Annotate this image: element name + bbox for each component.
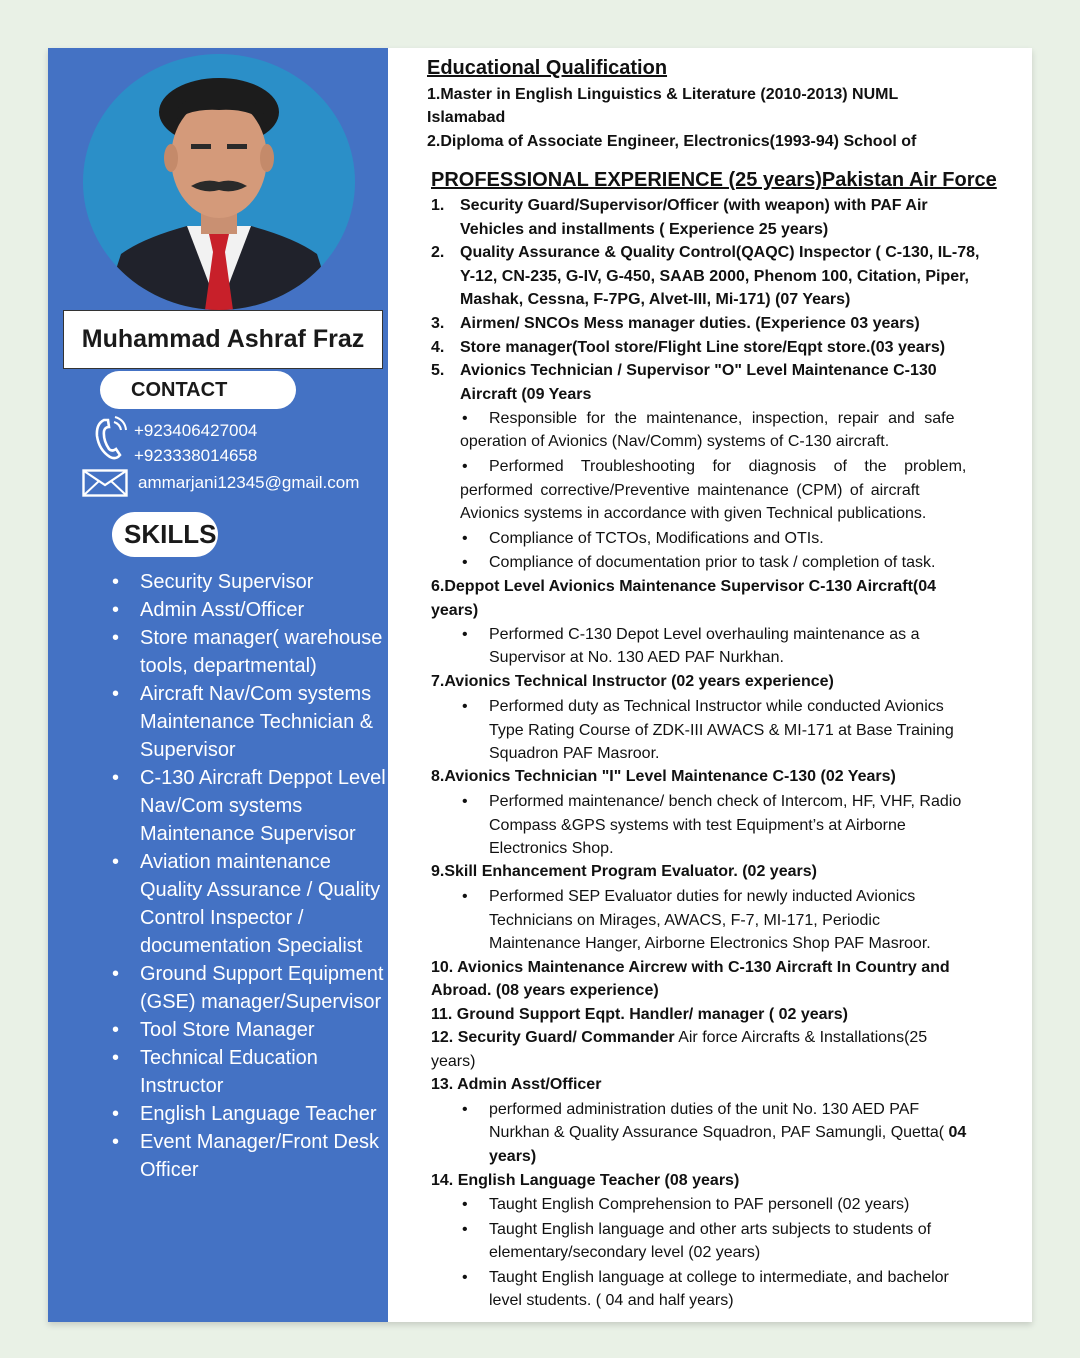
skill-item-cont: Officer [140,1159,199,1181]
experience-bullet: Performed duty as Technical Instructor while conducted Avionics [489,698,944,715]
skill-item-cont: (GSE) manager/Supervisor [140,991,382,1013]
skill-item: • Store manager( warehouse [112,624,402,652]
experience-item: 13. Admin Asst/Officer [431,1076,602,1093]
experience-item-12 [431,1027,927,1049]
experience-bullet: performed administration duties of the unit No. 130 AED PAF [489,1101,920,1118]
experience-bullet: Performed maintenance/ bench check of Intercom, HF, VHF, Radio [489,793,962,810]
bullet: • [462,888,468,905]
skill-item-cont: Maintenance Supervisor [140,823,356,845]
experience-item: Abroad. (08 years experience) [431,982,659,999]
skill-item: • Ground Support Equipment [112,960,402,988]
education-line: Islamabad [427,109,506,126]
contact-heading: CONTACT [100,371,296,409]
experience-bullet: Performed C-130 Depot Level overhauling maintenance as a [489,626,920,643]
experience-item: 14. English Language Teacher (08 years) [431,1172,740,1189]
experience-item: Security Guard/Supervisor/Officer (with weapon) with PAF Air [460,197,928,214]
experience-bullet-13b [489,1122,966,1144]
skill-item: • C-130 Aircraft Deppot Level [112,764,402,792]
experience-bullet: Avionics systems in accordance with given Technical publications. [460,505,927,522]
bullet: • [462,1196,468,1213]
experience-item-detail: Air force Aircrafts & Installations(25 [674,1029,928,1046]
phone-number-1[interactable]: +923406427004 [134,421,258,440]
experience-bullet: Electronics Shop. [489,840,614,857]
skill-item: • Security Supervisor [112,568,402,596]
experience-bullet: Type Rating Course of ZDK-III AWACS & MI-171 at Base Training [489,722,954,739]
item-number: 4. [431,339,445,356]
skill-item-cont: tools, departmental) [140,655,317,677]
skill-item: • English Language Teacher [112,1100,402,1128]
experience-item: years) [431,602,479,619]
full-name: Muhammad Ashraf Fraz [63,310,383,369]
experience-bullet: Technicians on Mirages, AWACS, F-7, MI-171, Periodic [489,912,880,929]
experience-item: 11. Ground Support Eqpt. Handler/ manager ( 02 years) [431,1006,848,1023]
experience-bullet: operation of Avionics (Nav/Comm) systems of C-130 aircraft. [460,433,890,450]
experience-bullet: Taught English Comprehension to PAF personell (02 years) [489,1196,910,1213]
bullet: • [462,626,468,643]
education-heading: Educational Qualification [427,57,668,79]
experience-bullet: Performed SEP Evaluator duties for newly inducted Avionics [489,888,916,905]
experience-bullet-text: Nurkhan & Quality Assurance Squadron, PAF Samungli, Quetta( [489,1124,945,1141]
skill-item: • Admin Asst/Officer [112,596,402,624]
skill-item: • Aviation maintenance [112,848,402,876]
experience-bullet: Supervisor at No. 130 AED PAF Nurkhan. [489,649,784,666]
experience-bullet: Taught English language at college to intermediate, and bachelor [489,1269,949,1286]
experience-bullet: Compass &GPS systems with test Equipment’s at Airborne [489,817,906,834]
experience-bullet-bold: 04 [944,1124,967,1141]
item-number: 3. [431,315,445,332]
experience-item: 7.Avionics Technical Instructor (02 years experience) [431,673,834,690]
experience-bullet: elementary/secondary level (02 years) [489,1244,761,1261]
experience-bullet: Taught English language and other arts subjects to students of [489,1221,932,1238]
bullet: • [462,1269,468,1286]
phone-number-2[interactable]: +923338014658 [134,446,258,465]
experience-bullet: years) [489,1148,537,1165]
experience-bullet: Responsible for the maintenance, inspection, repair and safe [489,410,955,427]
skill-item-cont: Nav/Com systems [140,795,303,817]
bullet: • [462,458,468,475]
bullet: • [462,530,468,547]
experience-item: years) [431,1053,476,1070]
experience-bullet: level students. ( 04 and half years) [489,1292,734,1309]
experience-bullet: Maintenance Hanger, Airborne Electronics Shop PAF Masroor. [489,935,931,952]
experience-item: 6.Deppot Level Avionics Maintenance Supervisor C-130 Aircraft(04 [431,578,937,595]
experience-item: Airmen/ SNCOs Mess manager duties. (Experience 03 years) [460,315,920,332]
experience-item: Quality Assurance & Quality Control(QAQC) Inspector ( C-130, IL-78, [460,244,980,261]
experience-bullet: Compliance of TCTOs, Modifications and OTIs. [489,530,824,547]
skill-item-cont: Supervisor [140,739,236,761]
bullet: • [462,698,468,715]
skill-item-cont: documentation Specialist [140,935,363,957]
skill-item: • Event Manager/Front Desk [112,1128,402,1156]
education-line: 1.Master in English Linguistics & Literature (2010-2013) NUML [427,86,899,103]
experience-heading: PROFESSIONAL EXPERIENCE (25 years)Pakistan Air Force [431,169,997,191]
skill-item-cont: Instructor [140,1075,224,1097]
item-number: 2. [431,244,445,261]
skills-heading: SKILLS [112,512,218,557]
skill-item-cont: Maintenance Technician & [140,711,374,733]
experience-bullet: performed corrective/Preventive maintenance (CPM) of aircraft [460,482,920,499]
bullet: • [462,793,468,810]
experience-item: Store manager(Tool store/Flight Line store/Eqpt store.(03 years) [460,339,946,356]
experience-item: 10. Avionics Maintenance Aircrew with C-130 Aircraft In Country and [431,959,950,976]
experience-item: Avionics Technician / Supervisor "O" Level Maintenance C-130 [460,362,937,379]
skill-item: • Aircraft Nav/Com systems [112,680,402,708]
item-number: 1. [431,197,445,214]
bullet: • [462,1221,468,1238]
experience-bullet: Compliance of documentation prior to task / completion of task. [489,554,936,571]
bullet: • [462,554,468,571]
skill-item-cont: Control Inspector / [140,907,304,929]
experience-bullet: Squadron PAF Masroor. [489,745,660,762]
email-address[interactable]: ammarjani12345@gmail.com [138,473,360,492]
experience-item: Vehicles and installments ( Experience 25 years) [460,221,829,238]
skill-item-cont: Quality Assurance / Quality [140,879,381,901]
experience-item: Aircraft (09 Years [460,386,592,403]
experience-item-title: 12. Security Guard/ Commander [431,1029,675,1046]
experience-item: 8.Avionics Technician "I" Level Maintenance C-130 (02 Years) [431,768,896,785]
experience-item: Mashak, Cessna, F-7PG, Alvet-III, Mi-171) (07 Years) [460,291,851,308]
skill-item: • Tool Store Manager [112,1016,402,1044]
education-line: 2.Diploma of Associate Engineer, Electronics(1993-94) School of [427,133,917,150]
bullet: • [462,410,468,427]
bullet: • [462,1101,468,1118]
experience-bullet: Performed Troubleshooting for diagnosis of the problem, [489,458,967,475]
skill-item: • Technical Education [112,1044,402,1072]
experience-item: Y-12, CN-235, G-IV, G-450, SAAB 2000, Phenom 100, Citation, Piper, [460,268,969,285]
item-number: 5. [431,362,445,379]
experience-item: 9.Skill Enhancement Program Evaluator. (02 years) [431,863,817,880]
